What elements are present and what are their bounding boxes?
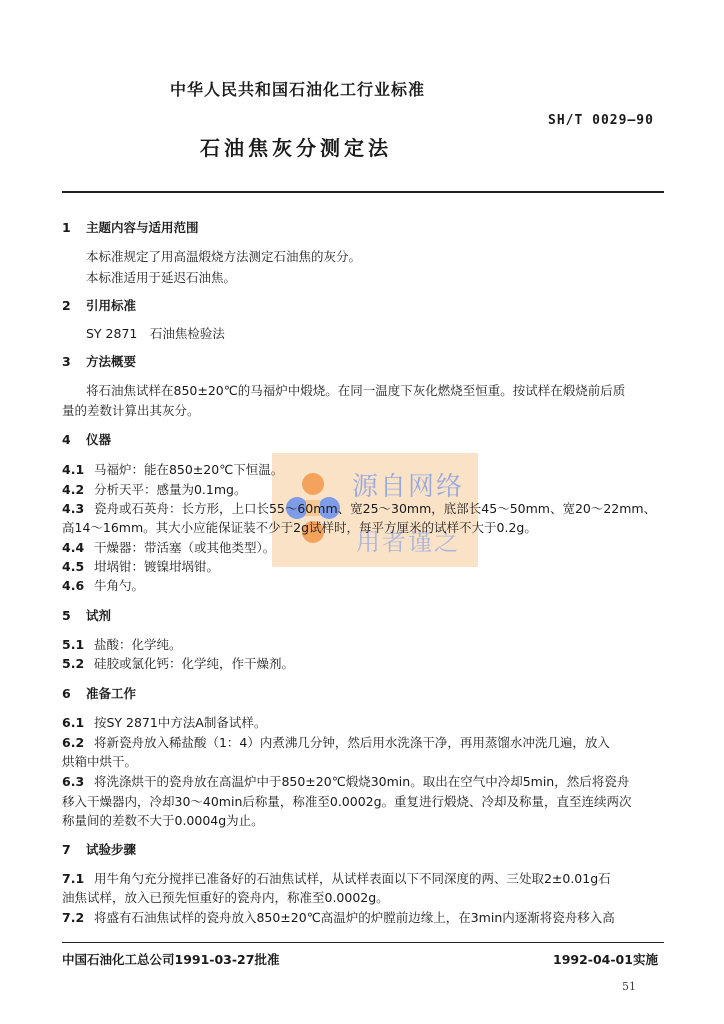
page-number: 51 (622, 980, 636, 993)
item-text: 将盛有石油焦试样的瓷舟放入850±20℃高温炉的炉膛前边缘上，在3min内逐渐将瓷舟移入高 (93, 910, 615, 925)
item-number: 4.5 (62, 559, 85, 574)
item-number: 6.2 (62, 735, 85, 750)
list-item-continuation: 高14～16mm。其大小应能保证装不少于2g试样时，每平方厘米的试样不大于0.2g。 (62, 520, 537, 535)
issuing-organization: 中华人民共和国石油化工行业标准 (170, 80, 426, 99)
list-item-continuation: 烘箱中烘干。 (62, 754, 138, 769)
list-item (62, 908, 615, 926)
item-number: 4.3 (62, 501, 85, 516)
list-item (62, 733, 610, 751)
section-6-heading (62, 684, 136, 702)
item-number: 4.1 (62, 462, 85, 477)
item-text: 盐酸：化学纯。 (93, 637, 182, 652)
standard-code: SH/T 0029—90 (548, 113, 654, 128)
section-number: 4 (62, 432, 71, 447)
item-text: 牛角勺。 (93, 578, 144, 593)
approval-line: 中国石油化工总公司1991-03-27批准 (62, 952, 280, 967)
footer-divider (62, 942, 664, 943)
list-item (62, 480, 246, 498)
implementation-date: 1992-04-01实施 (553, 952, 658, 967)
section-number: 2 (62, 298, 71, 313)
item-number: 7.1 (62, 871, 85, 886)
section-title: 主题内容与适用范围 (86, 220, 199, 235)
list-item (62, 576, 144, 594)
item-text: 将洗涤烘干的瓷舟放在高温炉中于850±20℃煅烧30min。取出在空气中冷却5min，然后将瓷舟 (93, 774, 630, 789)
list-item-continuation: 称量间的差数不大于0.0004g为止。 (62, 813, 264, 828)
section-number: 1 (62, 220, 71, 235)
section-title: 方法概要 (86, 354, 137, 369)
section-title: 准备工作 (86, 686, 137, 701)
section-title: 试剂 (86, 608, 112, 623)
section-number: 7 (62, 842, 71, 857)
paragraph: 本标准规定了用高温煅烧方法测定石油焦的灰分。 (86, 249, 362, 264)
list-item (62, 635, 181, 653)
item-number: 4.6 (62, 578, 85, 593)
item-number: 6.3 (62, 774, 85, 789)
item-number: 5.2 (62, 656, 85, 671)
list-item (62, 538, 275, 556)
list-item-continuation: 油焦试样，放入已预先恒重好的瓷舟内，称准至0.0002g。 (62, 890, 389, 905)
section-title: 试验步骤 (86, 842, 137, 857)
list-item (62, 557, 219, 575)
list-item (62, 499, 656, 517)
list-item (62, 713, 266, 731)
section-title: 仪器 (86, 432, 112, 447)
paragraph: 将石油焦试样在850±20℃的马福炉中煅烧。在同一温度下灰化燃烧至恒重。按试样在煅烧前后质 (86, 383, 626, 398)
item-number: 4.2 (62, 482, 85, 497)
section-5-heading (62, 606, 111, 624)
item-number: 7.2 (62, 910, 85, 925)
list-item (62, 460, 283, 478)
section-3-heading (62, 352, 136, 370)
item-number: 4.4 (62, 540, 85, 555)
section-4-heading (62, 430, 111, 448)
item-text: 分析天平：感量为0.1mg。 (93, 482, 247, 497)
watermark-text-line2: 用者谨之 (356, 528, 460, 556)
watermark-text-line1: 源自网络 (352, 472, 465, 502)
section-number: 3 (62, 354, 71, 369)
paragraph: 本标准适用于延迟石油焦。 (86, 270, 237, 285)
section-7-heading (62, 840, 136, 858)
list-item (62, 654, 294, 672)
item-text: 将新瓷舟放入稀盐酸（1：4）内煮沸几分钟，然后用水洗涤干净，再用蒸馏水冲洗几遍，放入 (93, 735, 610, 750)
item-text: 干燥器：带活塞（或其他类型）。 (93, 540, 276, 555)
item-number: 5.1 (62, 637, 85, 652)
section-title: 引用标准 (86, 298, 137, 313)
section-number: 5 (62, 608, 71, 623)
item-text: 用牛角勺充分搅拌已准备好的石油焦试样，从试样表面以下不同深度的两、三处取2±0.01g石 (93, 871, 611, 886)
item-text: 硅胶或氯化钙：化学纯，作干燥剂。 (93, 656, 294, 671)
item-number: 6.1 (62, 715, 85, 730)
item-text: 按SY 2871中方法A制备试样。 (93, 715, 267, 730)
document-title: 石油焦灰分测定法 (200, 136, 392, 160)
list-item (62, 869, 611, 887)
item-text: 马福炉：能在850±20℃下恒温。 (93, 462, 284, 477)
section-1-heading (62, 218, 199, 236)
header-divider (62, 191, 664, 193)
item-text: 坩埚钳：镀镍坩埚钳。 (93, 559, 219, 574)
list-item-continuation: 移入干燥器内，冷却30～40min后称量，称准至0.0002g。重复进行煅烧、冷却及称量，直至连续两次 (62, 794, 632, 809)
paragraph: SY 2871 石油焦检验法 (86, 326, 225, 341)
list-item (62, 772, 629, 790)
paragraph: 量的差数计算出其灰分。 (62, 403, 200, 418)
item-text: 瓷舟或石英舟：长方形，上口长55～60mm、宽25～30mm，底部长45～50mm、宽20～22mm、 (93, 501, 657, 516)
section-2-heading (62, 296, 136, 314)
section-number: 6 (62, 686, 71, 701)
